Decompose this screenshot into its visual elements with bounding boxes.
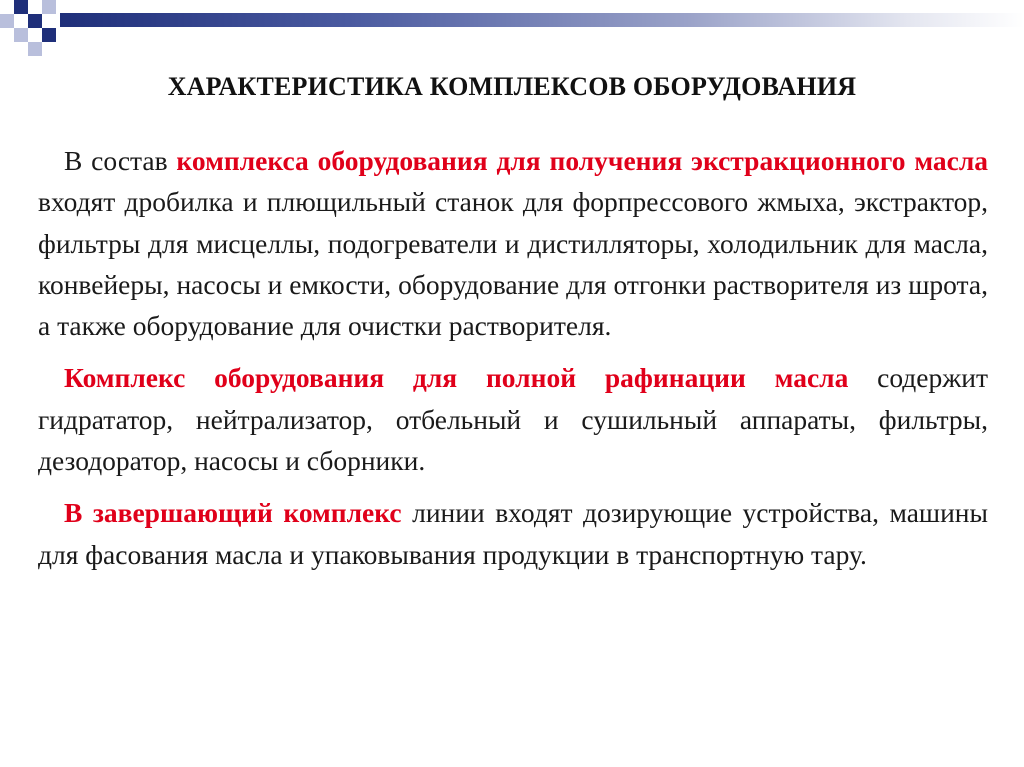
header-gradient-bar xyxy=(60,13,1024,27)
highlighted-term: В завершающий комплекс xyxy=(64,497,402,529)
deco-square xyxy=(28,42,42,56)
paragraph-body-text: входят дробилка и плющильный станок для форпрессового жмыха, экстрактор, фильтры для мисцеллы, подогреватели и дистилляторы, холодильник для масла, конвейеры, насосы и емкости, оборудование для отгонки растворителя из шрота, а также оборудование для очистки растворителя. xyxy=(38,186,988,342)
deco-square xyxy=(14,28,28,42)
deco-square xyxy=(42,28,56,42)
deco-square xyxy=(14,0,28,14)
deco-square xyxy=(0,14,14,28)
highlighted-term: комплекса оборудования для получения экстракционного масла xyxy=(176,145,988,176)
slide-title: ХАРАКТЕРИСТИКА КОМПЛЕКСОВ ОБОРУДОВАНИЯ xyxy=(167,72,857,101)
deco-square xyxy=(28,14,42,28)
paragraph-refining-complex xyxy=(38,357,988,481)
paragraph-final-complex xyxy=(38,492,988,575)
paragraph-body-text: содержит гидрататор, нейтрализатор, отбельный и сушильный аппараты, фильтры, дезодоратор, насосы и сборники. xyxy=(38,362,988,477)
slide-content xyxy=(38,140,988,586)
paragraph-extraction-complex xyxy=(38,140,988,346)
paragraph-body-text: линии входят дозирующие устройства, машины для фасования масла и упаковывания продукции в транспортную тару. xyxy=(38,497,988,570)
paragraph-lead-text: В состав xyxy=(64,145,177,176)
deco-square xyxy=(42,0,56,14)
highlighted-term: Комплекс оборудования для полной рафинации масла xyxy=(64,362,849,394)
header-decoration xyxy=(0,0,1024,60)
